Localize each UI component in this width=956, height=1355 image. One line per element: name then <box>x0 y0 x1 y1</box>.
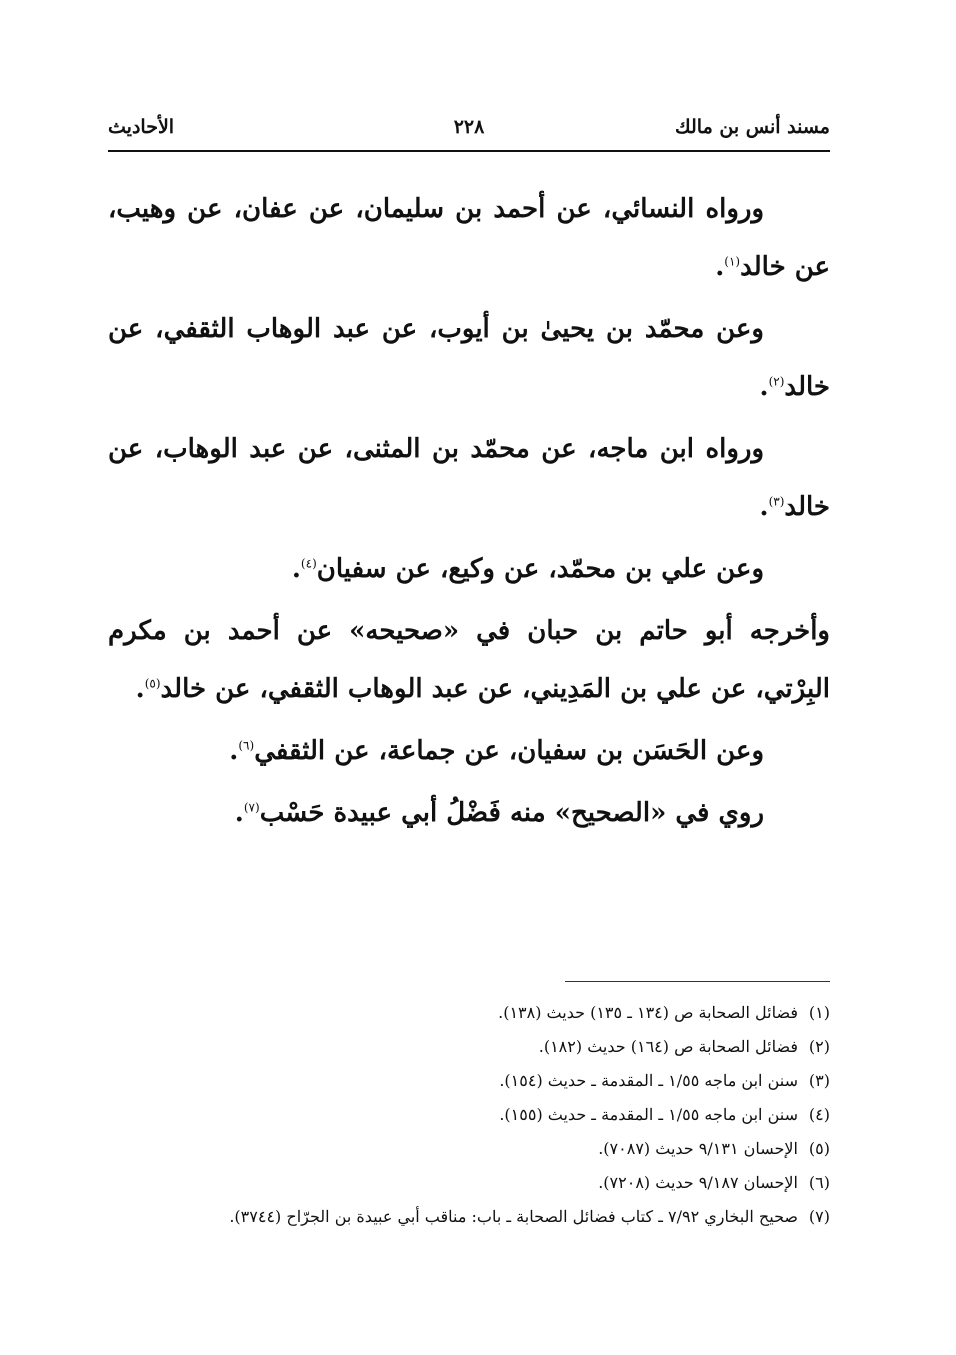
footnote-item <box>108 1166 830 1200</box>
footnote-ref: (٧) <box>243 800 260 815</box>
paragraph <box>108 722 830 780</box>
footnote-number: (٦) <box>808 1173 830 1192</box>
main-text <box>108 180 830 846</box>
header-section-title: الأحاديث <box>108 116 175 138</box>
footnote-item <box>108 996 830 1030</box>
footnote-text: فضائل الصحابة ص (١٦٤) حديث (١٨٢). <box>538 1037 798 1056</box>
footnote-number: (٢) <box>808 1037 830 1056</box>
paragraph-end: . <box>229 736 239 766</box>
paragraph-text: وعن محمّد بن يحيىٰ بن أيوب، عن عبد الوهاب الثقفي، عن خالد <box>108 314 830 402</box>
footnote-item <box>108 1098 830 1132</box>
paragraph <box>108 602 830 718</box>
footnote-text: سنن ابن ماجه ١/٥٥ ـ المقدمة ـ حديث (١٥٥). <box>499 1105 798 1124</box>
paragraph-text: وعن الحَسَن بن سفيان، عن جماعة، عن الثقفي <box>254 736 764 766</box>
footnote-ref: (٦) <box>238 738 255 753</box>
paragraph-end: . <box>135 674 145 704</box>
paragraph-text: ورواه ابن ماجه، عن محمّد بن المثنى، عن عبد الوهاب، عن خالد <box>108 434 830 522</box>
footnote-number: (٣) <box>808 1071 830 1090</box>
footnote-text: الإحسان ٩/١٨٧ حديث (٧٢٠٨). <box>598 1173 798 1192</box>
footnote-ref: (٢) <box>768 374 785 389</box>
footnote-ref: (١) <box>724 254 741 269</box>
footnote-text: فضائل الصحابة ص (١٣٤ ـ ١٣٥) حديث (١٣٨). <box>498 1003 798 1022</box>
footnote-separator <box>565 981 830 982</box>
paragraph-text: ورواه النسائي، عن أحمد بن سليمان، عن عفان، عن وهيب، عن خالد <box>108 194 830 282</box>
paragraph <box>108 300 830 416</box>
footnote-text: الإحسان ٩/١٣١ حديث (٧٠٨٧). <box>598 1139 798 1158</box>
paragraph-end: . <box>715 252 725 282</box>
paragraph <box>108 784 830 842</box>
paragraph-end: . <box>759 492 769 522</box>
paragraph-end: . <box>234 798 244 828</box>
header-book-title: مسند أنس بن مالك <box>675 116 830 138</box>
footnote-item <box>108 1030 830 1064</box>
footnote-number: (٥) <box>808 1139 830 1158</box>
footnote-item <box>108 1200 830 1234</box>
paragraph <box>108 540 830 598</box>
paragraph-text: وأخرجه أبو حاتم بن حبان في «صحيحه» عن أحمد بن مكرم البِرْتي، عن علي بن المَدِيني، عن عبد الوهاب الثقفي، عن خالد <box>108 616 830 704</box>
paragraph-end: . <box>291 554 301 584</box>
footnote-ref: (٤) <box>300 556 317 571</box>
paragraph <box>108 420 830 536</box>
footnotes <box>108 996 830 1234</box>
running-header <box>108 116 830 152</box>
footnote-number: (٤) <box>808 1105 830 1124</box>
footnote-text: صحيح البخاري ٧/٩٢ ـ كتاب فضائل الصحابة ـ باب: مناقب أبي عبيدة بن الجرّاح (٣٧٤٤). <box>229 1207 798 1226</box>
paragraph-text: روي في «الصحيح» منه فَضْلُ أبي عبيدة حَسْب <box>259 798 764 828</box>
paragraph <box>108 180 830 296</box>
footnote-item <box>108 1064 830 1098</box>
footnote-text: سنن ابن ماجه ١/٥٥ ـ المقدمة ـ حديث (١٥٤). <box>499 1071 798 1090</box>
header-page-number: ٢٢٨ <box>453 116 485 138</box>
footnote-number: (٧) <box>808 1207 830 1226</box>
paragraph-end: . <box>759 372 769 402</box>
footnote-ref: (٥) <box>144 676 161 691</box>
paragraph-text: وعن علي بن محمّد، عن وكيع، عن سفيان <box>316 554 764 584</box>
footnote-item <box>108 1132 830 1166</box>
header-rule <box>108 150 830 152</box>
footnote-ref: (٣) <box>768 494 785 509</box>
footnote-number: (١) <box>808 1003 830 1022</box>
